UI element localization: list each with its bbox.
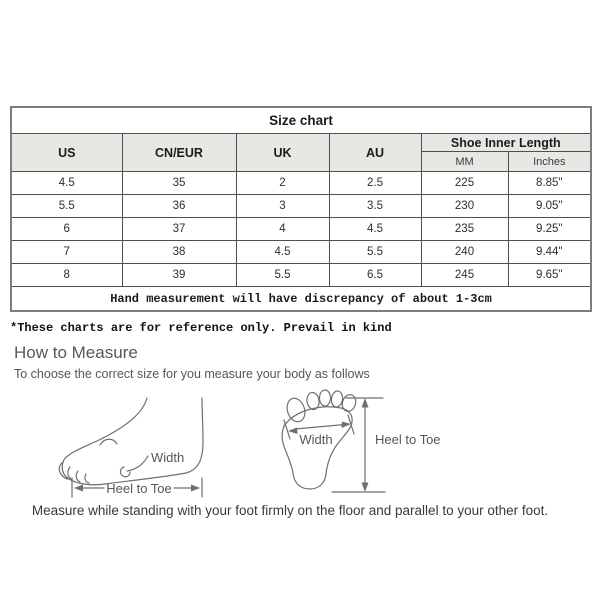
cell-inches: 9.25" (508, 218, 591, 241)
cell-au: 3.5 (329, 195, 421, 218)
column-header-inches: Inches (508, 152, 591, 172)
cell-uk: 4 (236, 218, 329, 241)
cell-cn-eur: 39 (122, 264, 236, 287)
table-title: Size chart (11, 107, 591, 134)
cell-uk: 3 (236, 195, 329, 218)
cell-inches: 9.44" (508, 241, 591, 264)
cell-au: 6.5 (329, 264, 421, 287)
cell-us: 7 (11, 241, 122, 264)
arrowhead-left (74, 485, 83, 492)
cell-cn-eur: 35 (122, 172, 236, 195)
top-heel-to-toe-label: Heel to Toe (375, 432, 441, 447)
how-to-measure-subtext: To choose the correct size for you measure your body as follows (14, 367, 370, 381)
cell-inches: 9.65" (508, 264, 591, 287)
width-arrow-line (295, 425, 345, 430)
side-view-foot-diagram (59, 398, 203, 497)
cell-inches: 8.85" (508, 172, 591, 195)
column-header-cn-eur: CN/EUR (122, 134, 236, 172)
cell-au: 2.5 (329, 172, 421, 195)
cell-us: 4.5 (11, 172, 122, 195)
cell-uk: 2 (236, 172, 329, 195)
table-row (11, 172, 591, 195)
cell-us: 6 (11, 218, 122, 241)
cell-au: 5.5 (329, 241, 421, 264)
table-row (11, 195, 591, 218)
heel-toe-arrowhead-bottom (362, 483, 369, 493)
big-toe (284, 396, 308, 424)
cell-au: 4.5 (329, 218, 421, 241)
side-width-label: Width (151, 450, 185, 465)
size-chart-table (10, 106, 592, 312)
column-header-au: AU (329, 134, 421, 172)
width-pointer (127, 456, 148, 471)
top-width-label: Width (299, 432, 333, 447)
cell-cn-eur: 38 (122, 241, 236, 264)
ball-loop (120, 467, 130, 477)
measurement-diagrams (0, 382, 600, 504)
toe (330, 390, 343, 407)
cell-mm: 245 (421, 264, 508, 287)
cell-us: 8 (11, 264, 122, 287)
foot-outline (62, 398, 203, 485)
how-to-measure-heading: How to Measure (14, 343, 138, 362)
toe-curl (76, 471, 80, 482)
cell-uk: 5.5 (236, 264, 329, 287)
reference-note: *These charts are for reference only. Prevail in kind (10, 321, 392, 335)
column-header-us: US (11, 134, 122, 172)
cell-us: 5.5 (11, 195, 122, 218)
column-header-uk: UK (236, 134, 329, 172)
cell-mm: 240 (421, 241, 508, 264)
toe-curl (85, 474, 89, 483)
column-header-mm: MM (421, 152, 508, 172)
cell-mm: 225 (421, 172, 508, 195)
cell-inches: 9.05" (508, 195, 591, 218)
side-heel-to-toe-label: Heel to Toe (106, 481, 172, 496)
toe (320, 390, 331, 406)
cell-cn-eur: 36 (122, 195, 236, 218)
table-row (11, 264, 591, 287)
table-row (11, 218, 591, 241)
cell-cn-eur: 37 (122, 218, 236, 241)
top-view-foot-diagram (282, 390, 440, 492)
cell-mm: 230 (421, 195, 508, 218)
instep-bump (100, 439, 117, 445)
cell-mm: 235 (421, 218, 508, 241)
table-footnote: Hand measurement will have discrepancy of about 1-3cm (11, 287, 591, 312)
measuring-instruction: Measure while standing with your foot firmly on the floor and parallel to your other foot. (31, 503, 549, 518)
heel-toe-arrowhead-top (362, 398, 369, 408)
column-header-shoe-inner-length: Shoe Inner Length (421, 134, 591, 152)
arrowhead-right (191, 485, 200, 492)
toe-curl (59, 462, 69, 479)
cell-uk: 4.5 (236, 241, 329, 264)
table-row (11, 241, 591, 264)
toe-curl (68, 467, 71, 479)
